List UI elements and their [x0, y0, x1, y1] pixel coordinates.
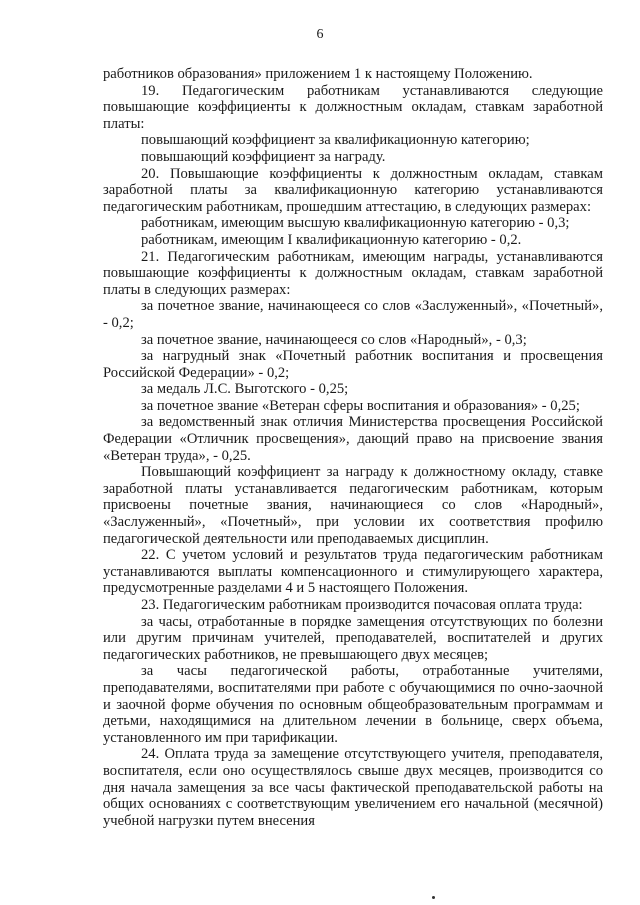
- list-item: за почетное звание «Ветеран сферы воспитания и образования» - 0,25;: [141, 397, 580, 414]
- paragraph-23: 23. Педагогическим работникам производится почасовая оплата труда:: [141, 597, 583, 613]
- page-number: 6: [316, 27, 324, 42]
- list-item: за ведомственный знак отличия Министерства просвещения Российской Федерации «Отличник просвещения», дающий право на присвоение звания «Ветеран труда», - 0,25.: [103, 414, 603, 464]
- list-item: за почетное звание, начинающееся со слов «Народный», - 0,3;: [141, 331, 527, 348]
- document-body: [103, 66, 603, 829]
- list-item: работникам, имеющим I квалификационную категорию - 0,2.: [141, 231, 522, 248]
- scan-speck: [432, 896, 435, 899]
- paragraph-award-coefficient: Повышающий коэффициент за награду к должностному окладу, ставке заработной платы устанавливается педагогическим работникам, которым присвоены почетные звания, начинающиеся со слов «Народный», «Заслуженный», «Почетный», при условии их соответствия профилю педагогической деятельности или преподаваемых дисциплин.: [103, 464, 603, 547]
- paragraph-24: 24. Оплата труда за замещение отсутствующего учителя, преподавателя, воспитателя, если оно осуществлялось свыше двух месяцев, производится со дня начала замещения за все часы фактической преподавательской работы на общих основаниях с соответствующим увеличением его начальной (месячной) учебной нагрузки путем внесения: [103, 746, 603, 829]
- paragraph-21: 21. Педагогическим работникам, имеющим награды, устанавливаются повышающие коэффициенты к должностным окладам, ставкам заработной платы в следующих размерах:: [103, 248, 603, 298]
- paragraph-19: 19. Педагогическим работникам устанавливаются следующие повышающие коэффициенты к должностным окладам, ставкам заработной платы:: [103, 82, 603, 132]
- list-item: за часы, отработанные в порядке замещения отсутствующих по болезни или другим причинам учителей, преподавателей, воспитателей и других педагогических работников, не превышающего двух месяцев;: [103, 613, 603, 663]
- list-item: за почетное звание, начинающееся со слов «Заслуженный», «Почетный», - 0,2;: [103, 298, 603, 331]
- paragraph-22: 22. С учетом условий и результатов труда педагогическим работникам устанавливаются выплаты компенсационного и стимулирующего характера, предусмотренные разделами 4 и 5 настоящего Положения.: [103, 547, 603, 597]
- list-item: повышающий коэффициент за награду.: [141, 148, 386, 165]
- paragraph-continuation: работников образования» приложением 1 к настоящему Положению.: [103, 66, 533, 82]
- list-item: за медаль Л.С. Выготского - 0,25;: [141, 381, 349, 398]
- list-item: повышающий коэффициент за квалификационную категорию;: [141, 132, 530, 149]
- list-item: работникам, имеющим высшую квалификационную категорию - 0,3;: [141, 215, 570, 232]
- list-item: за часы педагогической работы, отработанные учителями, преподавателями, воспитателями при работе с обучающимися по очно-заочной и заочной форме обучения по основным общеобразовательным программам и детьми, находящимися на длительном лечении в больнице, сверх объема, установленного им при тарификации.: [103, 663, 603, 746]
- paragraph-20: 20. Повышающие коэффициенты к должностным окладам, ставкам заработной платы за квалификационную категорию устанавливаются педагогическим работникам, прошедшим аттестацию, в следующих размерах:: [103, 165, 603, 215]
- list-item: за нагрудный знак «Почетный работник воспитания и просвещения Российской Федерации» - 0,2;: [103, 348, 603, 381]
